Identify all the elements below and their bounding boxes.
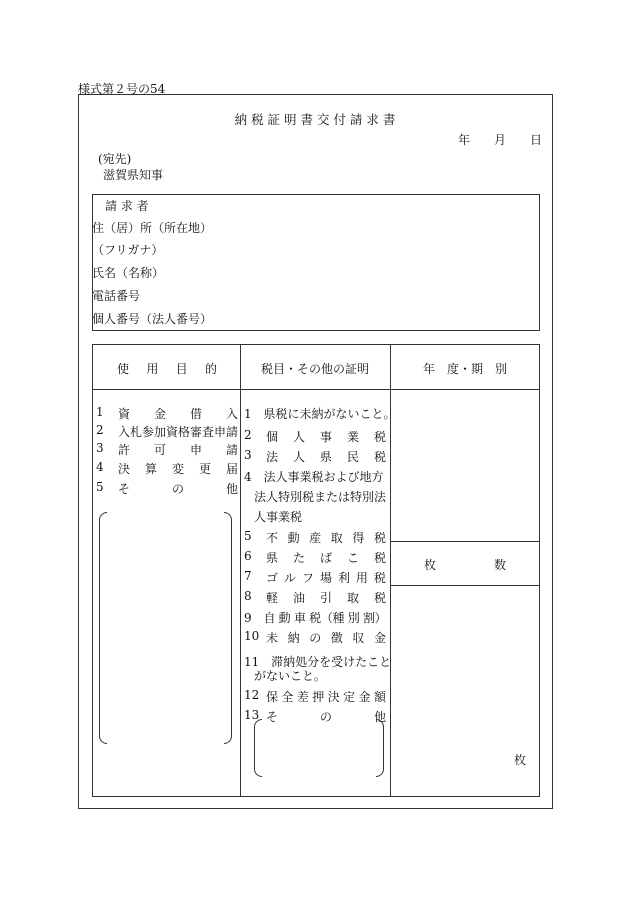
tax-text: 県税に未納がないこと。 <box>263 407 396 421</box>
tax-char: 利 <box>337 571 350 585</box>
tax-number: 4 <box>244 470 252 484</box>
tax-char: 得 <box>352 531 365 545</box>
purpose-number: 2 <box>96 423 104 437</box>
tax-other-left-bracket <box>254 719 262 777</box>
tax-number: 1 <box>244 407 252 421</box>
tax-char: 全 <box>281 690 294 704</box>
tax-text: 自 動 車 税（種 別 割） <box>263 611 387 625</box>
tax-char: 差 <box>296 690 309 704</box>
tax-char: 押 <box>312 690 325 704</box>
purpose-char: の <box>171 482 184 496</box>
tax-number: 7 <box>244 569 252 583</box>
tax-char: 軽 <box>266 591 279 605</box>
tax-char: 業 <box>346 430 359 444</box>
tax-char: フ <box>301 571 314 585</box>
tax-char: そ <box>266 710 279 724</box>
tax-char: 金 <box>358 690 371 704</box>
copies-unit-label: 枚 <box>514 753 527 767</box>
purpose-char: 申 <box>189 443 202 457</box>
tax-number: 13 <box>244 708 260 722</box>
tax-char: ゴ <box>266 571 279 585</box>
tax-char: の <box>319 710 332 724</box>
tax-char: 納 <box>287 631 300 645</box>
tax-char: ば <box>319 551 332 565</box>
tax-char: 税 <box>373 571 386 585</box>
tax-other-right-bracket <box>376 719 384 777</box>
tax-char: 税 <box>373 591 386 605</box>
tax-char: 額 <box>373 690 386 704</box>
tax-char: 動 <box>287 531 300 545</box>
purpose-char: 決 <box>118 462 131 476</box>
tax-char: た <box>292 551 305 565</box>
tax-char: 保 <box>266 690 279 704</box>
date-day-label: 日 <box>530 133 543 147</box>
purpose-char: 許 <box>118 443 131 457</box>
tax-number: 10 <box>244 629 260 643</box>
form-title: 納 税 証 明 書 交 付 請 求 書 <box>234 112 396 127</box>
tax-number: 2 <box>244 428 252 442</box>
purpose-char: 請 <box>225 443 238 457</box>
applicant-furigana-field[interactable]: （フリガナ） <box>92 243 164 257</box>
header-tax-item: 税目・その他の証明 <box>260 362 369 376</box>
tax-item-4-cont-1: 法人特別税または特別法 <box>254 490 387 504</box>
copies-bottom-divider <box>390 585 540 586</box>
header-copies-char: 数 <box>493 558 506 572</box>
header-purpose-char: 使 <box>117 362 130 376</box>
tax-item-1[interactable] <box>244 405 395 422</box>
purpose-char: そ <box>118 482 131 496</box>
purpose-char: 可 <box>153 443 166 457</box>
tax-char: 民 <box>346 450 359 464</box>
tax-char: 未 <box>266 631 279 645</box>
purpose-number: 4 <box>96 460 104 474</box>
tax-char: 個 <box>266 430 279 444</box>
addressee-name: 滋賀県知事 <box>103 168 164 182</box>
tax-char: ル <box>283 571 296 585</box>
purpose-text: 入札参加資格審査申請 <box>118 425 239 439</box>
tax-char: 油 <box>292 591 305 605</box>
tax-number: 6 <box>244 549 252 563</box>
tax-item-9[interactable] <box>244 609 386 626</box>
addressee-label: (宛先) <box>98 152 132 166</box>
applicant-id-number-field[interactable]: 個人番号（法人番号） <box>92 312 213 326</box>
form-number: 様式第２号の54 <box>78 82 166 96</box>
header-purpose <box>117 360 217 377</box>
table-header-divider <box>92 389 540 390</box>
table-col-divider-1 <box>240 344 241 797</box>
tax-char: 人 <box>292 430 305 444</box>
purpose-number: 3 <box>96 441 104 455</box>
tax-number: 9 <box>244 611 252 625</box>
header-purpose-char: 目 <box>175 362 188 376</box>
tax-number: 11 <box>244 655 260 669</box>
tax-item-4-cont-2: 人事業税 <box>254 510 303 524</box>
purpose-char: 届 <box>225 462 238 476</box>
tax-char: 収 <box>352 631 365 645</box>
tax-char: 用 <box>355 571 368 585</box>
tax-char: の <box>309 631 322 645</box>
tax-char: 不 <box>266 531 279 545</box>
purpose-char: 金 <box>153 407 166 421</box>
tax-char: 税 <box>373 531 386 545</box>
tax-char: 取 <box>346 591 359 605</box>
tax-char: 引 <box>319 591 332 605</box>
applicant-phone-field[interactable]: 電話番号 <box>92 289 141 303</box>
applicant-heading: 請 求 者 <box>105 199 149 213</box>
tax-char: 税 <box>373 430 386 444</box>
tax-number: 3 <box>244 448 252 462</box>
applicant-address-field[interactable]: 住（居）所（所在地） <box>92 221 213 235</box>
tax-char: 事 <box>319 430 332 444</box>
tax-char: 県 <box>319 450 332 464</box>
tax-char: 決 <box>327 690 340 704</box>
tax-item-11-cont: がないこと。 <box>254 669 327 683</box>
purpose-other-right-bracket <box>224 512 232 744</box>
tax-number: 8 <box>244 589 252 603</box>
purpose-char: 資 <box>118 407 131 421</box>
purpose-other-left-bracket <box>99 512 107 744</box>
date-year-label: 年 <box>458 133 471 147</box>
header-fiscal-year: 年 度・期 別 <box>422 362 507 376</box>
purpose-char: 変 <box>171 462 184 476</box>
tax-char: 人 <box>292 450 305 464</box>
tax-char: 金 <box>373 631 386 645</box>
purpose-char: 算 <box>144 462 157 476</box>
purpose-number: 5 <box>96 480 104 494</box>
applicant-name-field[interactable]: 氏名（名称） <box>92 266 165 280</box>
tax-char: 税 <box>373 551 386 565</box>
tax-text: 法人事業税および地方 <box>263 470 384 484</box>
purpose-char: 更 <box>198 462 211 476</box>
date-month-label: 月 <box>494 133 507 147</box>
tax-char: 定 <box>343 690 356 704</box>
tax-char: 法 <box>266 450 279 464</box>
tax-number: 5 <box>244 529 252 543</box>
purpose-char: 借 <box>189 407 202 421</box>
tax-char: 他 <box>373 710 386 724</box>
purpose-char: 他 <box>225 482 238 496</box>
header-copies-char: 枚 <box>424 558 437 572</box>
tax-char: 県 <box>266 551 279 565</box>
tax-char: 取 <box>330 531 343 545</box>
header-purpose-char: 用 <box>146 362 159 376</box>
tax-char: 産 <box>309 531 322 545</box>
copies-top-divider <box>390 541 540 542</box>
tax-number: 12 <box>244 688 260 702</box>
purpose-char: 入 <box>225 407 238 421</box>
tax-char: 場 <box>319 571 332 585</box>
tax-text: 滞納処分を受けたこと <box>271 655 392 669</box>
header-copies <box>424 556 506 573</box>
tax-char: 税 <box>373 450 386 464</box>
tax-item-4[interactable] <box>244 468 383 485</box>
purpose-number: 1 <box>96 405 104 419</box>
tax-char: 徴 <box>330 631 343 645</box>
header-purpose-char: 的 <box>204 362 217 376</box>
tax-char: こ <box>346 551 359 565</box>
